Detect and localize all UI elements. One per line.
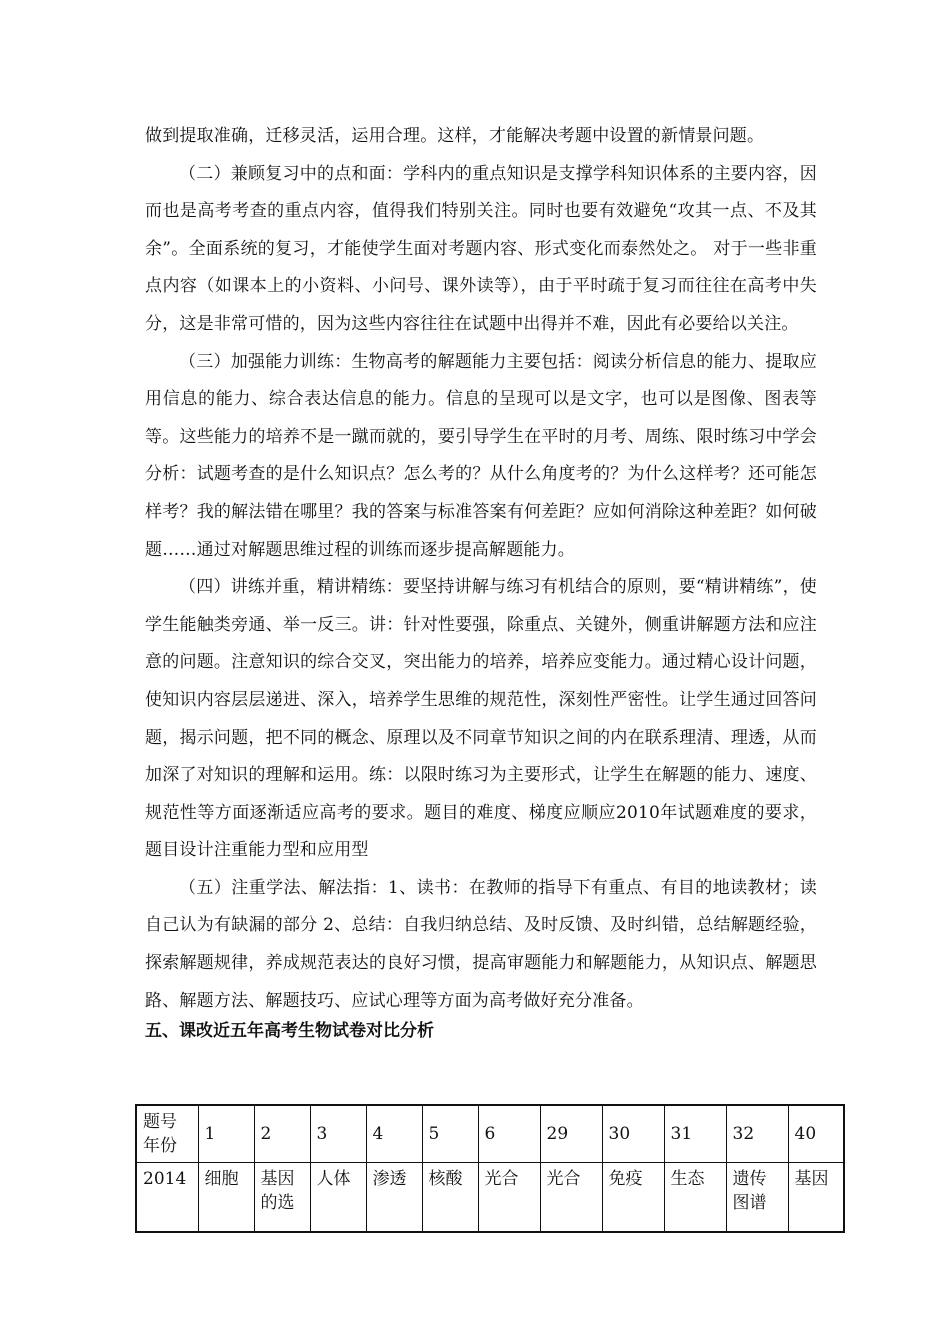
exam-comparison-table [135, 1104, 845, 1233]
document-body [145, 118, 817, 1042]
column-header: 3 [310, 1105, 366, 1163]
table-cell: 核酸 [422, 1163, 478, 1233]
table-cell: 基因的选 [254, 1163, 310, 1233]
table-cell: 人体 [310, 1163, 366, 1233]
column-header: 31 [664, 1105, 726, 1163]
table-cell: 光合 [540, 1163, 602, 1233]
table-header-row [136, 1105, 844, 1163]
section-heading: 五、课改近五年高考生物试卷对比分析 [145, 1021, 434, 1042]
table-corner-cell [136, 1105, 198, 1163]
table-cell: 细胞 [198, 1163, 254, 1233]
paragraph-point-and-surface: （二）兼顾复习中的点和面：学科内的重点知识是支撑学科知识体系的主要内容，因而也是高考考查的重点内容，值得我们特别关注。同时也要有效避免“攻其一点、不及其余”。全面系统的复习，才能使学生面对考题内容、形式变化而泰然处之。 对于一些非重点内容（如课本上的小资料、小问号、课外读等），由于平时疏于复习而往往在高考中失分，这是非常可惜的，因为这些内容往往在试题中出得并不难，因此有必要给以关注。 [145, 163, 817, 334]
corner-question-label: 题号 [143, 1112, 177, 1132]
paragraph-study-methods: （五）注重学法、解法指：1、读书：在教师的指导下有重点、有目的地读教材；读自己认为有缺漏的部分 2、总结：自我归纳总结、及时反馈、及时纠错，总结解题经验，探索解题规律，养成规范表达的良好习惯，提高审题能力和解题能力，从知识点、解题思路、解题方法、解题技巧、应试心理等方面为高考做好充分准备。 [145, 877, 817, 1011]
table-cell: 遗传图谱 [726, 1163, 788, 1233]
column-header: 6 [478, 1105, 540, 1163]
column-header: 30 [602, 1105, 664, 1163]
paragraph-ability-training: （三）加强能力训练：生物高考的解题能力主要包括：阅读分析信息的能力、提取应用信息的能力、综合表达信息的能力。信息的呈现可以是文字，也可以是图像、图表等等。这些能力的培养不是一蹴而就的，要引导学生在平时的月考、周练、限时练习中学会分析：试题考查的是什么知识点？怎么考的？从什么角度考的？为什么这样考？还可能怎样考？我的解法错在哪里？我的答案与标准答案有何差距？应如何消除这种差距？如何破题……通过对解题思维过程的训练而逐步提高解题能力。 [145, 351, 817, 560]
table-cell: 生态 [664, 1163, 726, 1233]
table-cell: 光合 [478, 1163, 540, 1233]
table-cell: 基因 [788, 1163, 844, 1233]
column-header: 1 [198, 1105, 254, 1163]
table-cell: 免疫 [602, 1163, 664, 1233]
column-header: 5 [422, 1105, 478, 1163]
column-header: 2 [254, 1105, 310, 1163]
column-header: 4 [366, 1105, 422, 1163]
paragraph-continuation: 做到提取准确，迁移灵活，运用合理。这样，才能解决考题中设置的新情景问题。 [145, 126, 765, 146]
column-header: 40 [788, 1105, 844, 1163]
column-header: 29 [540, 1105, 602, 1163]
corner-year-label: 年份 [143, 1136, 177, 1156]
table-row [136, 1163, 844, 1233]
table-cell: 渗透 [366, 1163, 422, 1233]
row-year-cell: 2014 [136, 1163, 198, 1233]
column-header: 32 [726, 1105, 788, 1163]
paragraph-lecture-practice: （四）讲练并重，精讲精练：要坚持讲解与练习有机结合的原则，要“精讲精练”，使学生能触类旁通、举一反三。讲：针对性要强，除重点、关键外，侧重讲解题方法和应注意的问题。注意知识的综合交叉，突出能力的培养，培养应变能力。通过精心设计问题，使知识内容层层递进、深入，培养学生思维的规范性，深刻性严密性。让学生通过回答问题，揭示问题，把不同的概念、原理以及不同章节知识之间的内在联系理清、理透，从而加深了对知识的理解和运用。练：以限时练习为主要形式，让学生在解题的能力、速度、规范性等方面逐渐适应高考的要求。题目的难度、梯度应顺应2010年试题难度的要求，题目设计注重能力型和应用型 [145, 577, 817, 861]
